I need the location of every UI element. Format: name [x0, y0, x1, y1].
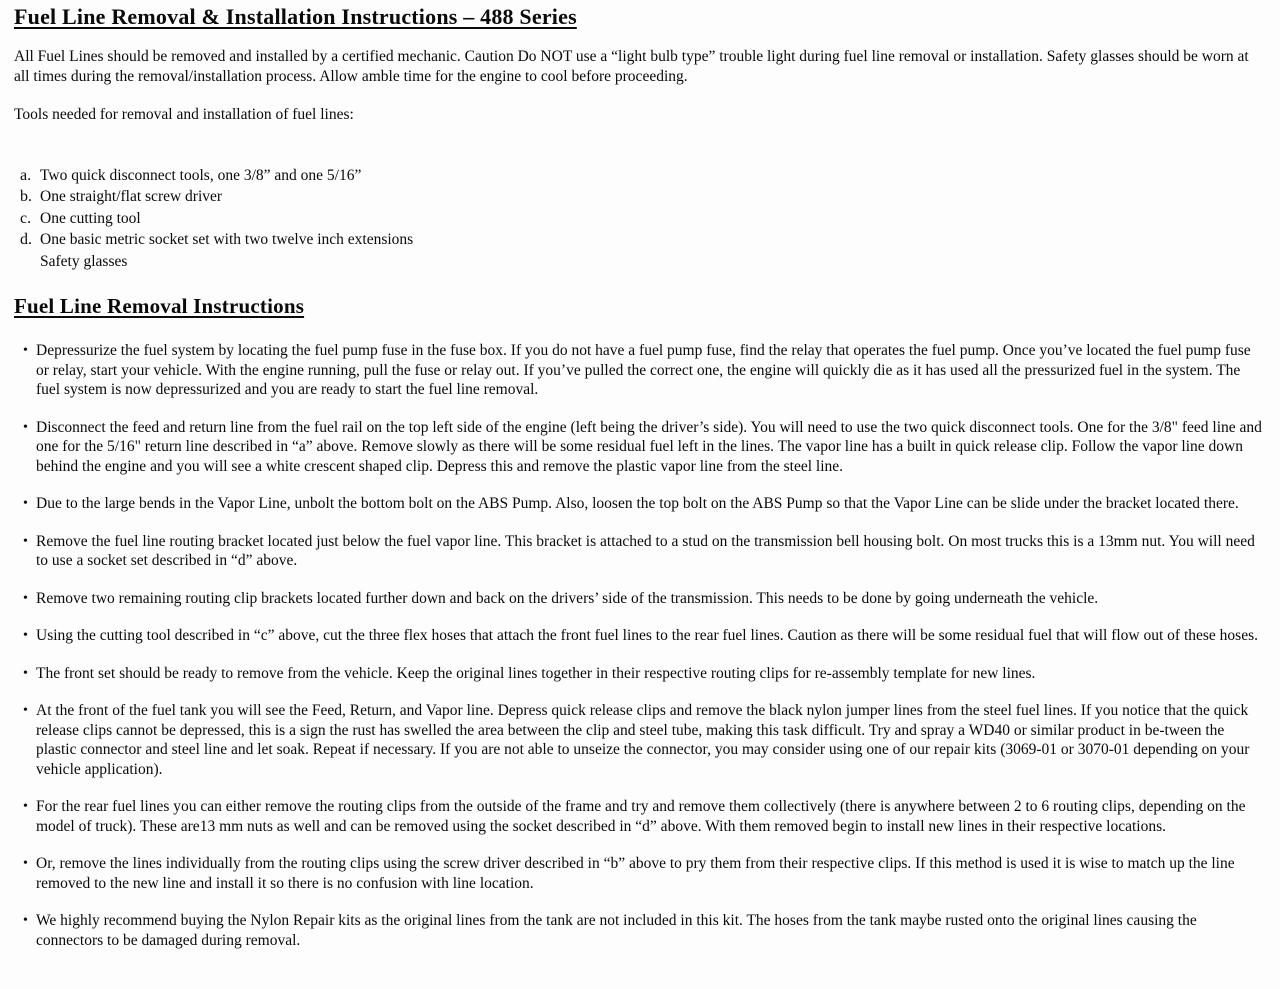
instruction-item	[10, 854, 1268, 893]
bullet-icon: •	[23, 913, 28, 928]
instruction-text: We highly recommend buying the Nylon Repair kits as the original lines from the tank are not included in this kit. The hoses from the tank maybe rusted onto the original lines causing the connectors to be damaged during removal.	[36, 912, 1197, 949]
list-item-text: One basic metric socket set with two twelve inch extensions	[40, 231, 414, 248]
instruction-item	[10, 664, 1268, 684]
instruction-item	[10, 911, 1268, 950]
list-marker: c.	[20, 209, 32, 227]
bullet-icon: •	[23, 799, 28, 814]
instruction-text: Depressurize the fuel system by locating the fuel pump fuse in the fuse box. If you do not have a fuel pump fuse, find the relay that operates the fuel pump. Once you’ve located the fuel pump fuse or relay, start your vehicle. With the engine running, pull the fuse or relay out. If you’ve pulled the correct one, the engine will quickly die as it has used all the pressurized fuel in the system. The fuel system is now depressurized and you are ready to start the fuel line removal.	[36, 342, 1251, 398]
instruction-text: Disconnect the feed and return line from the fuel rail on the top left side of the engine (left being the driver’s side). You will need to use the two quick disconnect tools. One for the 3/8" feed line and one for the 5/16" return line described in “a” above. Remove slowly as there will be some residual fuel left in the lines. The vapor line has a built in quick release clip. Follow the vapor line down behind the engine and you will see a white crescent shaped clip. Depress this and remove the plastic vapor line from the steel line.	[36, 418, 1262, 475]
instruction-item	[10, 341, 1268, 400]
list-item-text: One straight/flat screw driver	[40, 188, 223, 205]
list-marker	[10, 251, 40, 273]
bullet-icon: •	[23, 496, 28, 511]
bullet-icon: •	[23, 590, 28, 606]
instruction-text: Remove the fuel line routing bracket located just below the fuel vapor line. This bracket is attached to a stud on the transmission bell housing bolt. On most trucks this is a 13mm nut. You will need to use a socket set described in “d” above.	[36, 532, 1255, 569]
section-heading: Fuel Line Removal Instructions	[14, 294, 305, 318]
list-item	[10, 208, 1268, 230]
document-title: Fuel Line Removal & Installation Instructions – 488 Series	[14, 4, 577, 29]
list-item-text: One cutting tool	[40, 209, 141, 227]
instruction-text: Due to the large bends in the Vapor Line, unbolt the bottom bolt on the ABS Pump. Also, loosen the top bolt on the ABS Pump so that the Vapor Line can be slide under the bracket located there.	[36, 495, 1239, 512]
bullet-icon: •	[23, 665, 28, 681]
instruction-text: Using the cutting tool described in “c” above, cut the three flex hoses that attach the front fuel lines to the rear fuel lines. Caution as there will be some residual fuel that will flow out of these hoses.	[36, 627, 1258, 644]
list-item-text: Two quick disconnect tools, one 3/8” and one 5/16”	[40, 166, 362, 184]
bullet-icon: •	[23, 628, 28, 643]
bullet-icon: •	[23, 343, 28, 358]
instruction-item	[10, 418, 1268, 477]
instruction-text: At the front of the fuel tank you will see the Feed, Return, and Vapor line. Depress quick release clips and remove the black nylon jumper lines from the steel fuel lines. If you notice that the quick release clips cannot be depressed, this is a sign the rust has swelled the area between the clip and steel tube, making this task difficult. Try and spray a WD40 or similar product in be-tween the plastic connector and steel line and let soak. Repeat if necessary. If you are not able to unseize the connector, you may consider using one of our repair kits (3069-01 or 3070-01 depending on your vehicle application).	[36, 702, 1250, 778]
list-marker: a.	[20, 166, 32, 184]
list-marker: b.	[20, 188, 32, 205]
intro-paragraph: All Fuel Lines should be removed and installed by a certified mechanic. Caution Do NOT use a “light bulb type” trouble light during fuel line removal or installation. Safety glasses should be worn at all times during the removal/installation process. Allow amble time for the engine to cool before proceeding.	[14, 48, 1249, 85]
instruction-item	[10, 626, 1268, 646]
instruction-item	[10, 494, 1268, 514]
instruction-text: The front set should be ready to remove from the vehicle. Keep the original lines together in their respective routing clips for re-assembly template for new lines.	[36, 664, 1036, 682]
tools-list-heading: Tools needed for removal and installation of fuel lines:	[14, 106, 354, 123]
list-item	[10, 186, 1268, 208]
instruction-item	[10, 701, 1268, 779]
list-item	[10, 251, 1268, 273]
list-item	[10, 229, 1268, 251]
instruction-item	[10, 797, 1268, 836]
instruction-text: Remove two remaining routing clip brackets located further down and back on the drivers’ side of the transmission. This needs to be done by going underneath the vehicle.	[36, 589, 1099, 607]
list-marker: d.	[20, 231, 32, 248]
list-item	[10, 165, 1268, 187]
instruction-text: Or, remove the lines individually from the routing clips using the screw driver described in “b” above to pry them from their respective clips. If this method is used it is wise to match up the line removed to the new line and install it so there is no confusion with line location.	[36, 855, 1235, 892]
bullet-icon: •	[23, 533, 28, 549]
bullet-icon: •	[23, 703, 28, 718]
bullet-icon: •	[23, 419, 28, 435]
list-item-text: Safety glasses	[40, 252, 128, 270]
instruction-item	[10, 532, 1268, 571]
instruction-text: For the rear fuel lines you can either remove the routing clips from the outside of the frame and try and remove them collectively (there is anywhere between 2 to 6 routing clips, depending on the model of truck). These are13 mm nuts as well and can be removed using the socket described in “d” above. With them removed begin to install new lines in their respective locations.	[36, 798, 1246, 835]
instruction-item	[10, 589, 1268, 609]
bullet-icon: •	[23, 856, 28, 871]
tools-list	[10, 165, 1268, 273]
instruction-list	[10, 341, 1268, 950]
